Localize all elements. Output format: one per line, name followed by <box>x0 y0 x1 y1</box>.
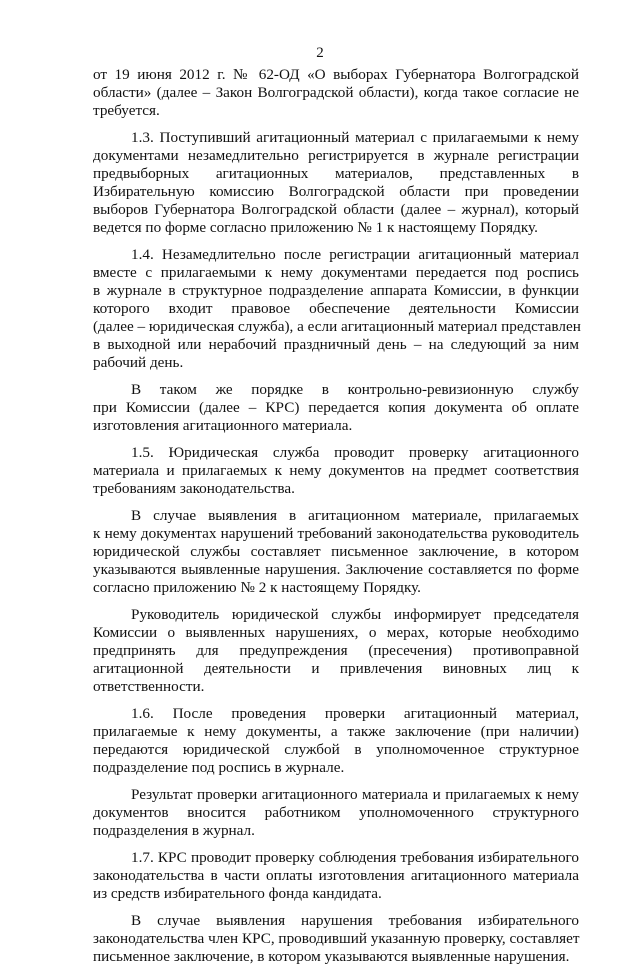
paragraph <box>93 507 579 597</box>
text-line: от 19 июня 2012 г. № 62-ОД «О выборах Губернатора Волгоградской <box>93 66 579 83</box>
text-line: подразделение под роспись в журнале. <box>93 759 345 776</box>
paragraph <box>93 444 579 498</box>
text-line: 1.4. Незамедлительно после регистрации агитационный материал <box>131 246 579 263</box>
text-line: Результат проверки агитационного материала и прилагаемых к нему <box>131 786 579 803</box>
text-line: предвыборных агитационных материалов, представленных в <box>93 165 579 182</box>
text-line: В случае выявления нарушения требования избирательного <box>131 912 579 929</box>
text-line: области» (далее – Закон Волгоградской области), когда такое согласие не <box>93 84 579 101</box>
text-line: в выходной или нерабочий праздничный день – на следующий за ним <box>93 336 579 353</box>
text-line: Комиссии о выявленных нарушениях, о мерах, которые необходимо <box>93 624 579 641</box>
text-line: 1.6. После проведения проверки агитационный материал, <box>131 705 579 722</box>
text-line: Избирательную комиссию Волгоградской области при проведении <box>93 183 579 200</box>
text-line: документами незамедлительно регистрируется в журнале регистрации <box>93 147 579 164</box>
text-line: ответственности. <box>93 678 205 695</box>
text-line: юридической службы составляет письменное заключение, в котором <box>93 543 579 560</box>
paragraph <box>93 246 579 372</box>
text-line: изготовления агитационного материала. <box>93 417 353 434</box>
text-line: законодательства в части оплаты изготовления агитационного материала <box>93 867 579 884</box>
paragraph <box>93 705 579 777</box>
text-line: письменное заключение, в котором указываются выявленные нарушения. <box>93 948 570 965</box>
text-line: к нему документах нарушений требований законодательства руководитель <box>93 525 579 542</box>
text-line: которого входит правовое обеспечение деятельности Комиссии <box>93 300 579 317</box>
paragraph <box>93 786 579 840</box>
paragraph <box>93 129 579 237</box>
text-line: 1.3. Поступивший агитационный материал с прилагаемыми к нему <box>131 129 579 146</box>
text-line: при Комиссии (далее – КРС) передается копия документа об оплате <box>93 399 579 416</box>
text-line: ведется по форме согласно приложению № 1 к настоящему Порядку. <box>93 219 538 236</box>
text-line: предпринять для предупреждения (пресечения) противоправной <box>93 642 579 659</box>
text-line: указываются выявленные нарушения. Заключение составляется по форме <box>93 561 579 578</box>
paragraph <box>93 606 579 696</box>
text-line: Руководитель юридической службы информирует председателя <box>131 606 579 623</box>
text-line: В случае выявления в агитационном материале, прилагаемых <box>131 507 579 524</box>
text-line: прилагаемые к нему документы, а также заключение (при наличии) <box>93 723 579 740</box>
text-line: В таком же порядке в контрольно-ревизионную службу <box>131 381 579 398</box>
page-number: 2 <box>316 45 324 61</box>
text-line: законодательства член КРС, проводивший указанную проверку, составляет <box>93 930 580 947</box>
text-line: передаются юридической службой в уполномоченное структурное <box>93 741 579 758</box>
paragraph <box>93 912 579 966</box>
text-line: материала и прилагаемых к нему документов на предмет соответствия <box>93 462 579 479</box>
text-line: 1.5. Юридическая служба проводит проверку агитационного <box>131 444 579 461</box>
paragraph <box>93 66 579 120</box>
text-line: согласно приложению № 2 к настоящему Порядку. <box>93 579 421 596</box>
text-line: требованиям законодательства. <box>93 480 295 497</box>
text-line: требуется. <box>93 102 160 119</box>
text-line: выборов Губернатора Волгоградской области (далее – журнал), который <box>93 201 579 218</box>
text-line: из средств избирательного фонда кандидата. <box>93 885 382 902</box>
document-body <box>93 66 579 966</box>
text-line: подразделения в журнал. <box>93 822 255 839</box>
paragraph <box>93 849 579 903</box>
text-line: вместе с прилагаемыми к нему документами передается под роспись <box>93 264 579 281</box>
text-line: в журнале в структурное подразделение аппарата Комиссии, в функции <box>93 282 579 299</box>
text-line: документов вносится работником уполномоченного структурного <box>93 804 579 821</box>
paragraph <box>93 381 579 435</box>
text-line: рабочий день. <box>93 354 184 371</box>
text-line: агитационной деятельности и привлечения виновных лиц к <box>93 660 579 677</box>
text-line: (далее – юридическая служба), а если агитационный материал представлен <box>93 318 581 335</box>
text-line: 1.7. КРС проводит проверку соблюдения требования избирательного <box>131 849 579 866</box>
